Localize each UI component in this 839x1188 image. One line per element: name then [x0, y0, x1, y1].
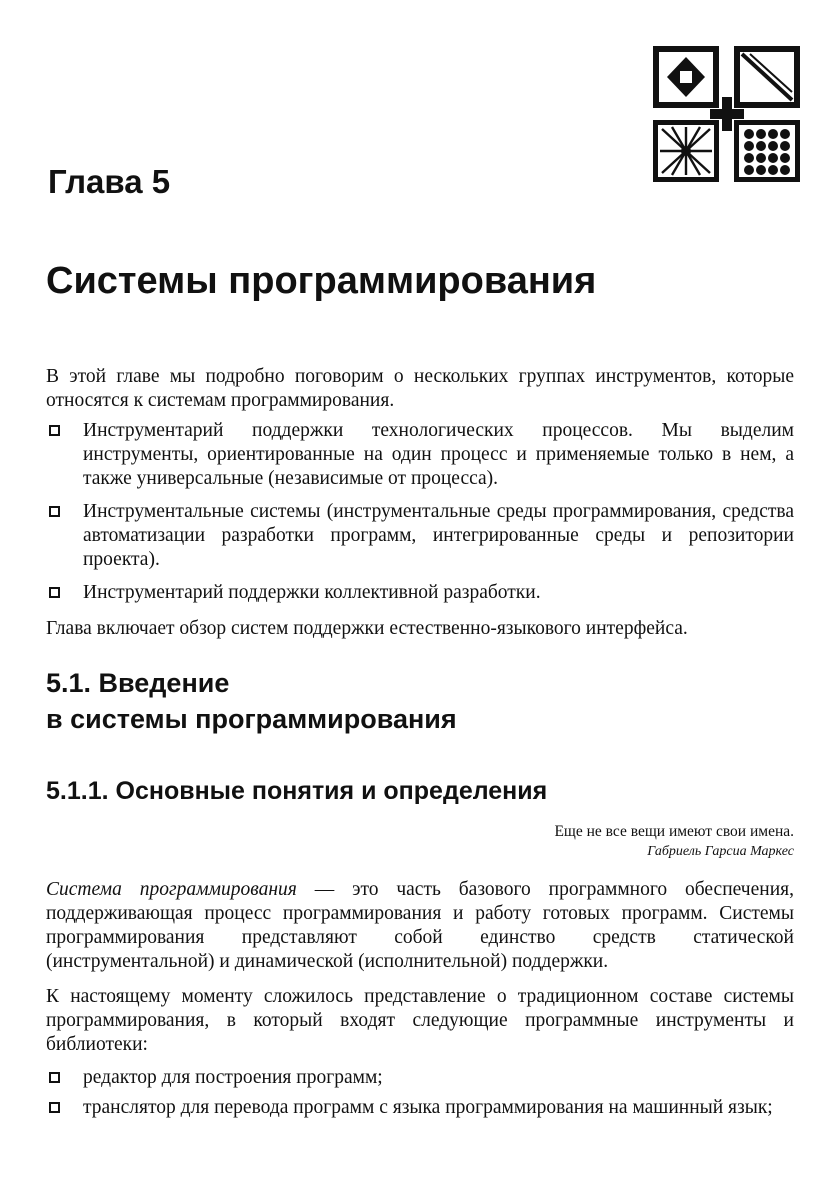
list-item	[46, 1066, 794, 1090]
intro-paragraph: В этой главе мы подробно поговорим о нескольких группах инструментов, которые относятся к системам программирования.	[46, 366, 794, 411]
starburst-tile-icon	[653, 120, 719, 182]
chapter-title: Системы программирования	[46, 260, 597, 302]
summary-paragraph: Глава включает обзор систем поддержки естественно-языкового интерфейса.	[46, 618, 688, 639]
epigraph-author: Габриель Гарсиа Маркес	[647, 844, 794, 859]
list-item	[46, 581, 794, 605]
definition-text: — это часть базового программного обеспечения, поддерживающая процесс программирования и работу готовых программ. Системы программирования представляют собой единство средств статической (инструментальной) и динамической (исполнительной) поддержки.	[46, 879, 794, 972]
list-item	[46, 419, 794, 491]
epigraph-quote: Еще не все вещи имеют свои имена.	[554, 823, 794, 840]
diagonal-tile-icon	[734, 46, 800, 108]
dots-tile-icon	[734, 120, 800, 182]
checkbox-bullet-icon	[49, 1102, 60, 1113]
list-item	[46, 500, 794, 572]
list-item-text: редактор для построения программ;	[83, 1067, 383, 1088]
diamond-tile-icon	[653, 46, 719, 108]
subsection-heading: 5.1.1. Основные понятия и определения	[46, 777, 548, 805]
list-item	[46, 1096, 794, 1120]
list-item-text: Инструментальные системы (инструментальные среды программирования, средства автоматизации разработки программ, интегрированные среды и репозитории проекта).	[83, 501, 794, 570]
section-heading-line2: в системы программирования	[46, 704, 457, 734]
epigraph	[554, 822, 794, 862]
list-item-text: транслятор для перевода программ с языка программирования на машинный язык;	[83, 1097, 773, 1118]
checkbox-bullet-icon	[49, 506, 60, 517]
tool-groups-list	[46, 419, 794, 614]
components-list	[46, 1066, 794, 1129]
definition-term: Система программирования	[46, 879, 297, 900]
composition-paragraph: К настоящему моменту сложилось представление о традиционном составе системы программирования, в который входят следующие программные инструменты и библиотеки:	[46, 986, 794, 1055]
checkbox-bullet-icon	[49, 425, 60, 436]
section-heading	[46, 665, 457, 737]
checkbox-bullet-icon	[49, 587, 60, 598]
list-item-text: Инструментарий поддержки коллективной разработки.	[83, 582, 541, 603]
section-heading-line1: 5.1. Введение	[46, 668, 230, 698]
checkbox-bullet-icon	[49, 1072, 60, 1083]
list-item-text: Инструментарий поддержки технологических процессов. Мы выделим инструменты, ориентированные на один процесс и применяемые только в нем, а также универсальные (независимые от процесса).	[83, 420, 794, 489]
chapter-label: Глава 5	[48, 163, 171, 200]
chapter-emblem-icon	[652, 45, 802, 183]
definition-paragraph	[46, 878, 794, 974]
